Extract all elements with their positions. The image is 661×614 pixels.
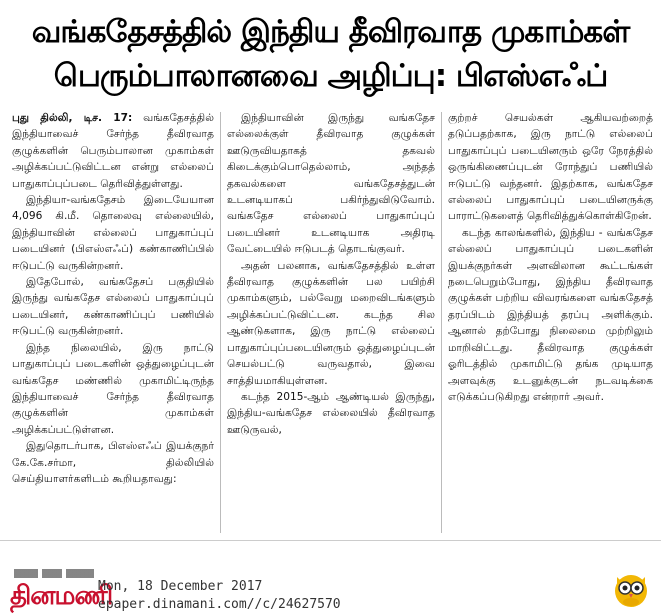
paragraph-text: வங்கதேசத்தில் இந்தியாவைச் சேர்ந்த தீவிரவாத குழுக்களின் பெரும்பாலான முகாம்கள் அழிக்கப்பட்டுவிட்டன என்று எல்லைப் பாதுகாப்புப்படை தெரிவித்துள்ளது. [12, 112, 214, 190]
article-paragraph: குற்றச் செயல்கள் ஆகியவற்றைத் தடுப்பதற்காக, இரு நாட்டு எல்லைப் பாதுகாப்புப் படையினரும் ஒரே நேரத்தில் ஒருங்கிணைப்புடன் ரோந்துப் பணியில் ஈடுபட்டு வந்தனர். இதற்காக, வங்கதேச எல்லைப் பாதுகாப்புப் படையினருக்கு பாராட்டுகளைத் தெரிவித்துக்கொள்கிறேன். [448, 112, 653, 223]
owl-icon [609, 569, 653, 609]
article-paragraph: இதுதொடர்பாக, பிஎஸ்எஃப் இயக்குநர் கே.கே.சர்மா, தில்லியில் செய்தியாளர்களிடம் கூறியதாவது: [12, 440, 214, 485]
headline-line-1: வங்கதேசத்தில் இந்திய தீவிரவாத முகாம்கள் [31, 14, 630, 50]
column-divider [441, 112, 442, 533]
article-column-3 [448, 110, 653, 535]
article-paragraph: கடந்த 2015-ஆம் ஆண்டியல் இருந்து, இந்திய-வங்கதேச எல்லையில் தீவிரவாத ஊடுருவல், [227, 390, 435, 436]
logo-mark [14, 569, 94, 578]
article-paragraph: அதன் பலனாக, வங்கதேசத்தில் உள்ள தீவிரவாத குழுக்களின் பல பயிற்சி முகாம்களும், பல்வேறு மறைவிடங்களும் அழிக்கப்பட்டுவிட்டன. கடந்த சில ஆண்டுகளாக, இரு நாட்டு எல்லைப் பாதுகாப்புப்படையினரும் ஒத்துழைப்புடன் செயல்பட்டு வருவதால், இவை சாத்தியமாகியுள்ளன. [227, 259, 435, 387]
epaper-url[interactable]: epaper.dinamani.com//c/24627570 [98, 597, 341, 612]
article-paragraph: இதேபோல், வங்கதேசப் பகுதியில் இருந்து வங்கதேச எல்லைப் பாதுகாப்புப் படையினர், கண்காணிப்புப் பணியில் ஈடுபட்டு வருகின்றனர். [12, 276, 214, 338]
article-paragraph: இந்தியாவின் இருந்து வங்கதேச எல்லைக்குள் தீவிரவாத குழுக்கள் ஊடுருவியதாகத் தகவல் கிடைக்கும்பொதெல்லாம், அந்தத் தகவல்களை வங்கதேசத்துடன் உடனடியாகப் பகிர்ந்துவிடுவோம். வங்கதேச எல்லைப் பாதுகாப்புப் படையினர் உடனடியாக அதிரடி வேட்டையில் ஈடுபடத் தொடங்குவர். [227, 112, 435, 256]
edition-date: Mon, 18 December 2017 [98, 579, 263, 594]
article-paragraph: கடந்த காலங்களில், இந்திய - வங்கதேச எல்லைப் பாதுகாப்புப் படைகளின் இயக்குநர்கள் அளவிலான கூட்டங்கள் நடைபெறும்போது, இந்திய தீவிரவாத குழுக்கள் பற்றிய விவரங்களை வங்கதேசத் தரப்பிடம் இந்தியத் தரப்பு அளிக்கும். ஆனால் தற்போது நிலைமை முற்றிலும் மாறிவிட்டது. தீவிரவாத குழுக்கள் ஓரிடத்தில் முகாமிட்டு தங்க முடியாத அளவுக்கு உடனுக்குடன் நடவடிக்கை எடுக்கப்படுகிறது என்றார் அவர். [448, 226, 653, 403]
dinamani-logo[interactable]: தினமணி [10, 581, 113, 611]
article-paragraph [12, 110, 214, 192]
column-divider [220, 112, 221, 533]
article-column-1 [12, 110, 214, 535]
dateline: புது தில்லி, டிச. 17: [12, 112, 133, 124]
epaper-footer [0, 540, 661, 614]
article-column-2 [227, 110, 435, 535]
article-paragraph: இந்தியா-வங்கதேசம் இடையேயான 4,096 கி.மீ. தொலைவு எல்லையில், இந்தியாவின் எல்லைப் பாதுகாப்புப் படையினர் (பிஎஸ்எஃப்) கண்காணிப்பில் ஈடுபட்டு வருகின்றனர். [12, 194, 214, 272]
article-paragraph: இந்த நிலையில், இரு நாட்டு பாதுகாப்புப் படைகளின் ஒத்துழைப்புடன் வங்கதேச மண்ணில் முகாமிட்டிருந்த இந்தியாவைச் சேர்ந்த தீவிரவாத குழுக்களின் முகாம்கள் அழிக்கப்பட்டுள்ளன. [12, 341, 214, 436]
headline-line-2: பெரும்பாலானவை அழிப்பு: பிஎஸ்எஃப் [53, 58, 608, 94]
